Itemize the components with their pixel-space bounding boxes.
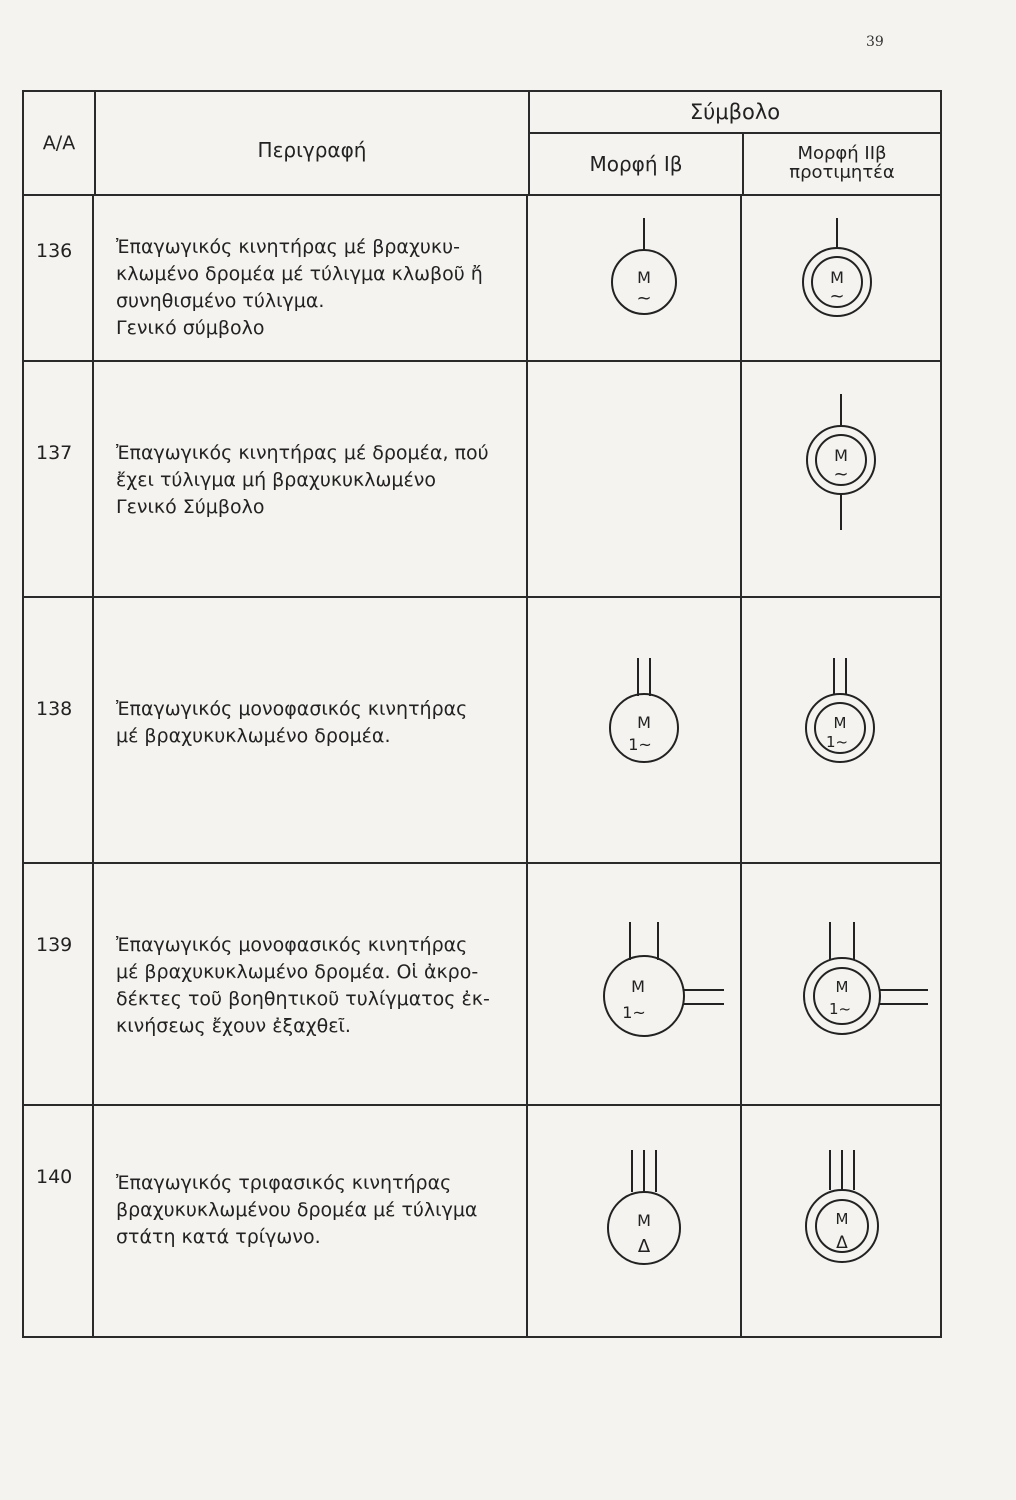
page-number: 39 [866, 34, 884, 50]
header-form-iib-title: Μορφή ΙΙβ [797, 143, 887, 165]
symbol-iib-cell [742, 598, 940, 862]
motor-sub: 1~ [628, 735, 652, 754]
motor-symbol-double-through [742, 362, 944, 596]
row-description: Ἐπαγωγικός κινητήρας μέ δρομέα, πού ἔχει τύλιγμα μή βραχυκυκλωμένο Γενικό Σύμβολο [94, 362, 528, 596]
table-row-137 [24, 362, 940, 598]
motor-letter: M [835, 978, 849, 996]
motor-symbol-double-aux [742, 864, 944, 1104]
row-description: Ἐπαγωγικός τριφασικός κινητήρας βραχυκυκλωμένου δρομέα μέ τύλιγμα στάτη κατά τρίγωνο. [94, 1106, 528, 1336]
motor-letter: M [631, 977, 645, 996]
motor-symbol-double [742, 598, 944, 862]
row-number: 139 [24, 864, 94, 1104]
row-number: 140 [24, 1106, 94, 1336]
row-description: Ἐπαγωγικός κινητήρας μέ βραχυκυ- κλωμένο δρομέα μέ τύλιγμα κλωβοῦ ἤ συνηθισμένο τύλιγμα. Γενικό σύμβολο [94, 196, 528, 360]
header-form-iib [744, 134, 940, 194]
row-number: 136 [24, 196, 94, 360]
motor-sub: 1~ [828, 1000, 852, 1018]
header-form-iib-preferred: προτιμητέα [789, 162, 895, 183]
motor-letter: M [835, 1210, 849, 1228]
motor-letter: M [637, 1211, 651, 1230]
motor-symbol-three-phase-double [742, 1106, 944, 1336]
symbol-iib-cell [742, 864, 940, 1104]
symbol-iib-cell [742, 362, 940, 596]
motor-sub: Δ [836, 1233, 848, 1253]
row-description: Ἐπαγωγικός μονοφασικός κινητήρας μέ βραχυκυκλωμένο δρομέα. Οἱ ἀκρο- δέκτες τοῦ βοηθητικοῦ τυλίγματος ἐκ- κινήσεως ἔχουν ἐξαχθεῖ. [94, 864, 528, 1104]
motor-sub: ~ [833, 464, 849, 485]
motor-letter: M [834, 446, 848, 465]
row-description: Ἐπαγωγικός μονοφασικός κινητήρας μέ βραχυκυκλωμένο δρομέα. [94, 598, 528, 862]
motor-symbol-double [742, 196, 944, 360]
motor-symbol-single [528, 598, 740, 862]
symbol-ib-cell [528, 196, 742, 360]
symbol-ib-cell [528, 598, 742, 862]
motor-symbol-single [528, 196, 740, 360]
motor-symbol-single-aux [528, 864, 740, 1104]
row-number: 137 [24, 362, 94, 596]
symbols-table [22, 90, 942, 1338]
symbol-iib-cell [742, 1106, 940, 1336]
symbol-ib-cell [528, 864, 742, 1104]
table-header [24, 92, 940, 196]
motor-sub: ~ [829, 286, 845, 307]
header-symbol-group [530, 92, 940, 194]
motor-letter: M [830, 268, 844, 287]
motor-sub: 1~ [825, 733, 849, 751]
table-row-140 [24, 1106, 940, 1336]
table-row-139 [24, 864, 940, 1106]
header-aa: Α/Α [24, 92, 96, 194]
symbol-iib-cell [742, 196, 940, 360]
header-symbol: Σύμβολο [530, 92, 940, 134]
table-row-138 [24, 598, 940, 864]
symbol-ib-cell [528, 362, 742, 596]
motor-symbol-three-phase [528, 1106, 740, 1336]
motor-letter: M [833, 714, 847, 732]
symbol-ib-cell [528, 1106, 742, 1336]
motor-sub: 1~ [622, 1003, 646, 1022]
motor-sub: ~ [636, 288, 652, 309]
motor-letter: M [637, 713, 651, 732]
header-description: Περιγραφή [96, 92, 530, 194]
table-row-136 [24, 196, 940, 362]
row-number: 138 [24, 598, 94, 862]
header-form-ib: Μορφή Ιβ [530, 134, 744, 194]
motor-letter: M [637, 268, 651, 287]
motor-sub: Δ [637, 1236, 651, 1257]
